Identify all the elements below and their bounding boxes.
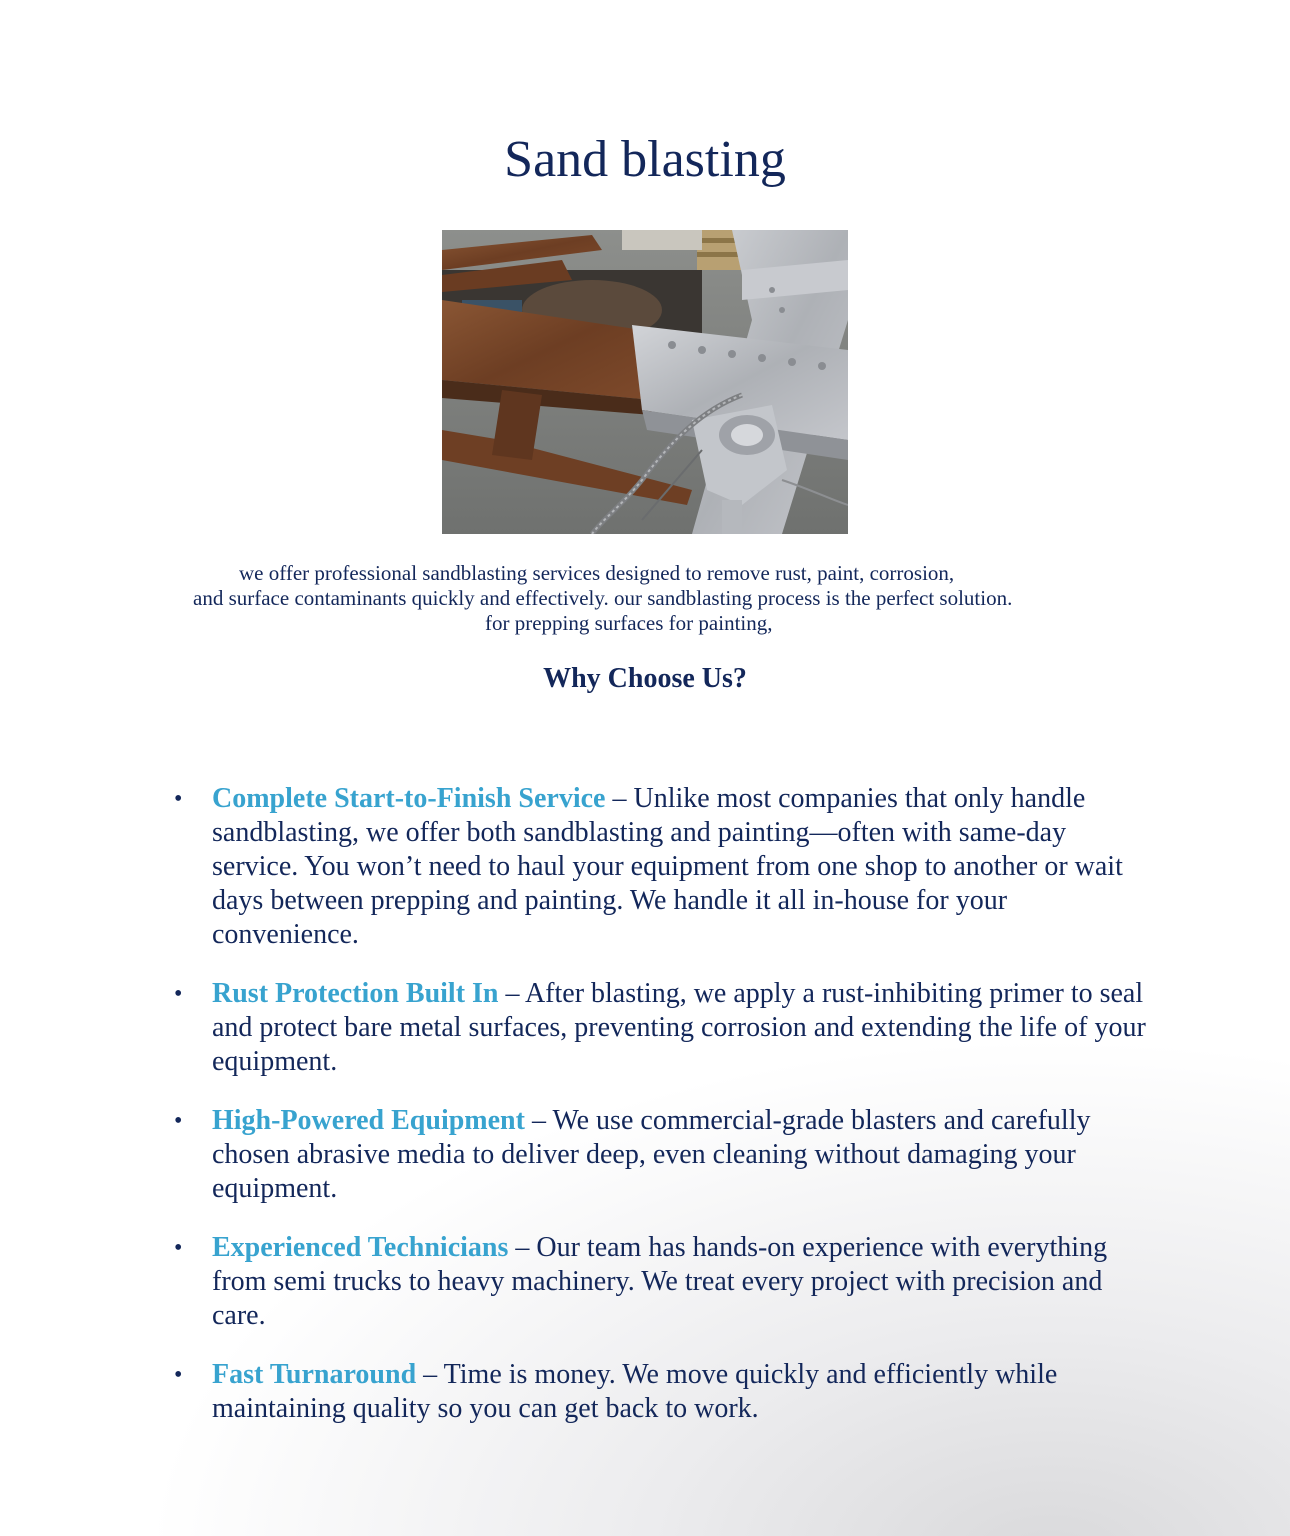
intro-line-2: and surface contaminants quickly and effectively. our sandblasting process is the perfect solution.	[193, 586, 1013, 610]
page-title: Sand blasting	[504, 131, 786, 188]
feature-text: – Our team has hands-on experience with everything from semi trucks to heavy machinery. We treat every project with precision and care.	[212, 1232, 1108, 1331]
feature-text: – We use commercial-grade blasters and carefully chosen abrasive media to deliver deep, even cleaning without damaging your equipment.	[212, 1105, 1091, 1204]
feature-title: Complete Start-to-Finish Service	[212, 783, 606, 814]
bullet-icon: •	[174, 1108, 183, 1134]
feature-item	[170, 782, 1150, 952]
feature-title: Fast Turnaround	[212, 1359, 417, 1390]
feature-item	[170, 1104, 1150, 1206]
feature-item	[170, 1358, 1150, 1426]
bullet-icon: •	[174, 1362, 183, 1388]
intro-line-1: we offer professional sandblasting services designed to remove rust, paint, corrosion,	[239, 561, 955, 585]
feature-title: Rust Protection Built In	[212, 978, 499, 1009]
feature-title: Experienced Technicians	[212, 1232, 509, 1263]
feature-title: High-Powered Equipment	[212, 1105, 525, 1136]
feature-item	[170, 1231, 1150, 1333]
bullet-icon: •	[174, 1235, 183, 1261]
feature-text: – After blasting, we apply a rust-inhibiting primer to seal and protect bare metal surfaces, preventing corrosion and extending the life of your equipment.	[212, 978, 1146, 1077]
hero-image	[442, 230, 848, 534]
feature-text: – Time is money. We move quickly and efficiently while maintaining quality so you can get back to work.	[212, 1359, 1058, 1424]
bullet-icon: •	[174, 786, 183, 812]
feature-item	[170, 977, 1150, 1079]
bullet-icon: •	[174, 981, 183, 1007]
why-heading: Why Choose Us?	[543, 663, 747, 694]
feature-text: – Unlike most companies that only handle sandblasting, we offer both sandblasting and painting—often with same-day service. You won’t need to haul your equipment from one shop to another or wait days between prepping and painting. We handle it all in-house for your convenience.	[212, 783, 1123, 950]
feature-list	[170, 782, 1150, 1451]
intro-line-3: for prepping surfaces for painting,	[485, 611, 773, 635]
